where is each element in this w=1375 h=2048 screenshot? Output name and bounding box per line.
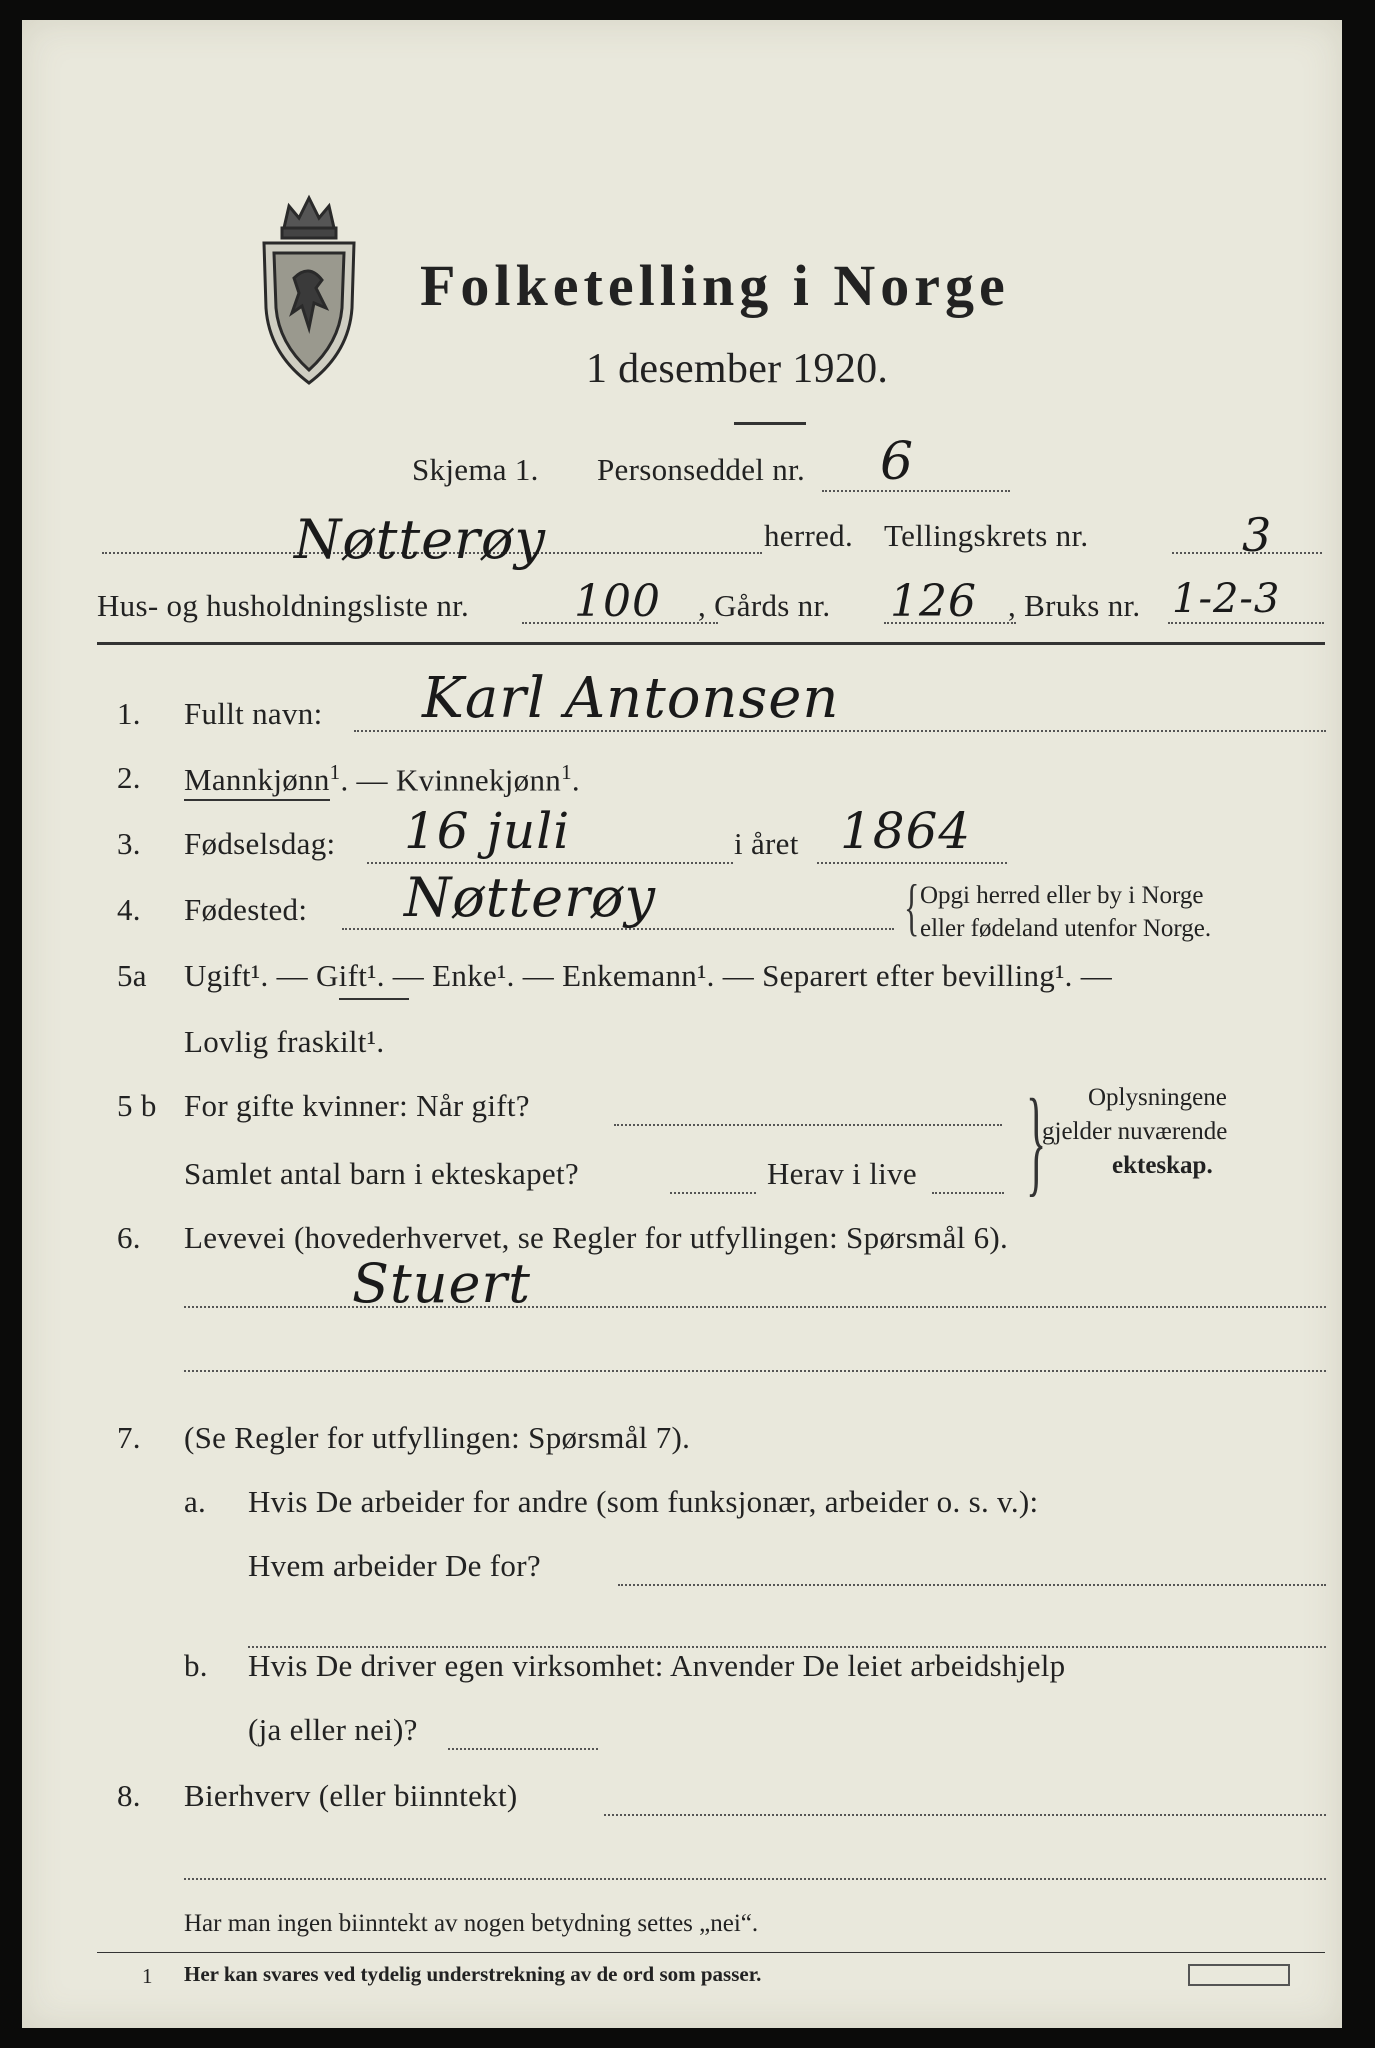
q7a-line1: Hvis De arbeider for andre (som funksjonær, arbeider o. s. v.): [248,1484,1039,1519]
q5a-number: 5a [117,958,147,993]
q8-number: 8. [117,1778,141,1813]
q5b-line2b: Herav i live [767,1156,917,1191]
q2-number: 2. [117,760,141,795]
q5a-gift-underline [339,998,409,1000]
q5b-line1: For gifte kvinner: Når gift? [184,1088,530,1123]
q3-year-label: i året [734,826,799,861]
tellingskrets-label: Tellingskrets nr. [884,518,1089,553]
census-date: 1 desember 1920. [586,346,889,392]
q4-note-line1: Opgi herred eller by i Norge [920,882,1204,909]
q5b-children-line [670,1192,756,1194]
husliste-label: Hus- og husholdningsliste nr. [97,588,470,623]
footnote-divider [97,1952,1325,1953]
q8-label: Bierhverv (eller biinntekt) [184,1778,518,1813]
q3-year-value: 1864 [840,802,972,860]
q5b-note2: gjelder nuværende [1042,1118,1228,1145]
form-title: Folketelling i Norge [420,253,1010,318]
q3-number: 3. [117,826,141,861]
q8-line1 [604,1814,1326,1816]
personseddel-label: Personseddel nr. [597,452,805,487]
q5b-note3: ekteskap. [1112,1152,1213,1179]
q1-number: 1. [117,696,141,731]
personseddel-value: 6 [880,432,915,492]
q5a-line2: Lovlig fraskilt¹. [184,1024,385,1059]
gards-label: , Gårds nr. [698,588,831,623]
q7b-line1: Hvis De driver egen virksomhet: Anvender De leiet arbeidshjelp [248,1648,1066,1683]
q5a-line1: Ugift¹. — Gift¹. — Enke¹. — Enkemann¹. — Separert efter bevilling¹. — [184,958,1113,993]
q7b-letter: b. [184,1648,208,1683]
husliste-value: 100 [574,576,661,627]
q4-value: Nøtterøy [404,866,656,929]
census-form [22,20,1342,2028]
q4-number: 4. [117,892,141,927]
q3-year-line [817,862,1007,864]
q2-end: . [571,762,580,798]
q7a-letter: a. [184,1484,207,1519]
q7-number: 7. [117,1420,141,1455]
q7-label: (Se Regler for utfyllingen: Spørsmål 7). [184,1420,691,1455]
title-divider [734,422,806,425]
q1-label: Fullt navn: [184,696,323,731]
q6-number: 6. [117,1220,141,1255]
q2-male: Mannkjønn [184,762,330,801]
q2-sep: . — [340,762,396,798]
q8-note: Har man ingen biinntekt av nogen betydning settes „nei“. [184,1910,759,1937]
herred-label: herred. [764,518,854,553]
q8-line2 [184,1878,1326,1880]
q6-line2 [184,1370,1326,1372]
q5b-line2: Samlet antal barn i ekteskapet? [184,1156,579,1191]
q3-label: Fødselsdag: [184,826,336,861]
q4-label: Fødested: [184,892,308,927]
header-divider [97,642,1325,645]
q3-line [367,862,733,864]
q2-line: Mannkjønn$^1$. — Kvinnekjønn$^1$. [184,760,580,798]
bruks-line [1168,622,1324,624]
q5b-note1: Oplysningene [1088,1084,1227,1111]
printer-stamp [1188,1964,1290,1986]
q7b-line [448,1748,598,1750]
herred-value: Nøtterøy [294,508,546,571]
q6-line1 [184,1306,1326,1308]
gards-value: 126 [890,576,977,627]
q5b-number: 5 b [117,1088,157,1123]
norway-coat-of-arms-icon [254,188,364,388]
tellingskrets-value: 3 [1242,508,1273,562]
q4-note-line2: eller fødeland utenfor Norge. [920,915,1212,942]
bruks-value: 1-2-3 [1172,576,1281,622]
q5b-married-line [614,1124,1002,1126]
q2-female: Kvinnekjønn [395,762,562,798]
personseddel-line [822,490,1010,492]
q5b-brace: } [1026,1074,1047,1207]
q6-value: Stuert [352,1252,531,1315]
q6-label: Levevei (hovederhvervet, se Regler for utfyllingen: Spørsmål 6). [184,1220,1009,1255]
footnote-number: 1 [142,1964,153,1988]
q1-value: Karl Antonsen [422,666,840,731]
q7a-line [618,1584,1326,1586]
q4-brace: { [904,871,920,942]
q5b-alive-line [932,1192,1004,1194]
footnote-text: Her kan svares ved tydelig understrekning av de ord som passer. [184,1962,762,1986]
q7a-line2: Hvem arbeider De for? [248,1548,541,1583]
q3-value: 16 juli [404,802,571,860]
bruks-label: , Bruks nr. [1008,588,1141,623]
schema-label: Skjema 1. [412,452,539,487]
q7b-line2: (ja eller nei)? [248,1712,418,1747]
